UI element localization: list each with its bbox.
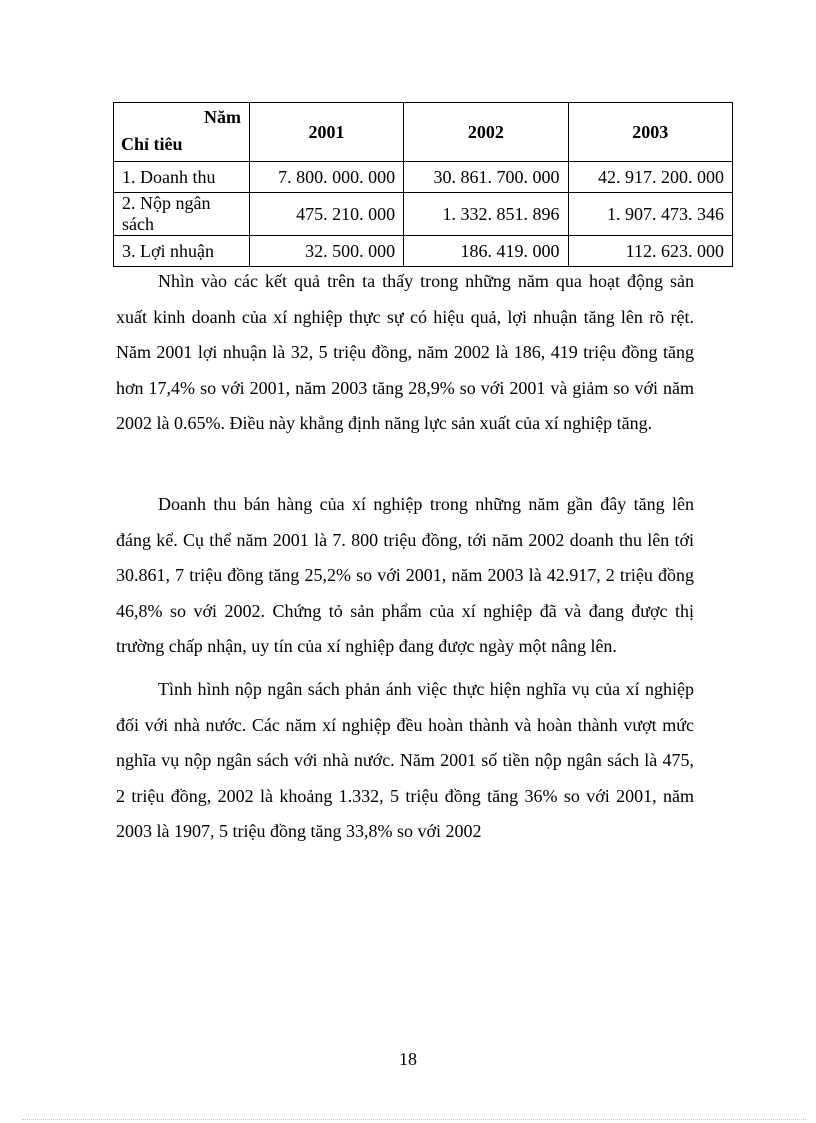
corner-label-year: Năm — [204, 107, 241, 127]
row-label: 1. Doanh thu — [114, 162, 250, 193]
table-cell: 42. 917. 200. 000 — [568, 162, 732, 193]
table-cell: 32. 500. 000 — [250, 236, 404, 267]
corner-label-indicator: Chỉ tiêu — [121, 134, 183, 154]
table-row-revenue — [114, 162, 733, 193]
paragraph-revenue-analysis — [116, 487, 694, 665]
table-cell: 30. 861. 700. 000 — [404, 162, 568, 193]
table-cell: 475. 210. 000 — [250, 193, 404, 236]
paragraph-text: Doanh thu bán hàng của xí nghiệp trong những năm gần đây tăng lên đáng kể. Cụ thể năm 2001 là 7. 800 triệu đồng, tới năm 2002 doanh thu lên tới 30.861, 7 triệu đồng tăng 25,2% so với 2001, năm 2003 là 42.917, 2 triệu đồng 46,8% so với 2002. Chứng tỏ sản phẩm của xí nghiệp đã và đang được thị trường chấp nhận, uy tín của xí nghiệp đang được ngày một nâng lên. — [116, 494, 694, 656]
table-cell: 186. 419. 000 — [404, 236, 568, 267]
year-header-2001: 2001 — [250, 103, 404, 162]
row-label: 2. Nộp ngân sách — [114, 193, 250, 236]
table-cell: 1. 907. 473. 346 — [568, 193, 732, 236]
row-label: 3. Lợi nhuận — [114, 236, 250, 267]
financial-summary-table — [113, 102, 733, 267]
table-cell: 1. 332. 851. 896 — [404, 193, 568, 236]
year-header-2002: 2002 — [404, 103, 568, 162]
page-bottom-divider — [22, 1119, 806, 1120]
table-row-profit — [114, 236, 733, 267]
table-cell: 7. 800. 000. 000 — [250, 162, 404, 193]
paragraph-profit-analysis — [116, 264, 694, 442]
paragraph-text: Tình hình nộp ngân sách phản ánh việc thực hiện nghĩa vụ của xí nghiệp đối với nhà nước. Các năm xí nghiệp đều hoàn thành và hoàn thành vượt mức nghĩa vụ nộp ngân sách với nhà nước. Năm 2001 số tiền nộp ngân sách là 475, 2 triệu đồng, 2002 là khoảng 1.332, 5 triệu đồng tăng 36% so với 2001, năm 2003 là 1907, 5 triệu đồng tăng 33,8% so với 2002 — [116, 679, 694, 841]
table-cell: 112. 623. 000 — [568, 236, 732, 267]
table-corner-cell — [114, 103, 250, 162]
table-row-budget-payment — [114, 193, 733, 236]
paragraph-budget-analysis — [116, 672, 694, 850]
table-header-row — [114, 103, 733, 162]
year-header-2003: 2003 — [568, 103, 732, 162]
paragraph-text: Nhìn vào các kết quả trên ta thấy trong những năm qua hoạt động sản xuất kinh doanh của xí nghiệp thực sự có hiệu quả, lợi nhuận tăng lên rõ rệt. Năm 2001 lợi nhuận là 32, 5 triệu đồng, năm 2002 là 186, 419 triệu đồng tăng hơn 17,4% so với 2001, năm 2003 tăng 28,9% so với 2001 và giảm so với năm 2002 là 0.65%. Điều này khẳng định năng lực sản xuất của xí nghiệp tăng. — [116, 271, 694, 433]
page-number: 18 — [399, 1049, 417, 1069]
